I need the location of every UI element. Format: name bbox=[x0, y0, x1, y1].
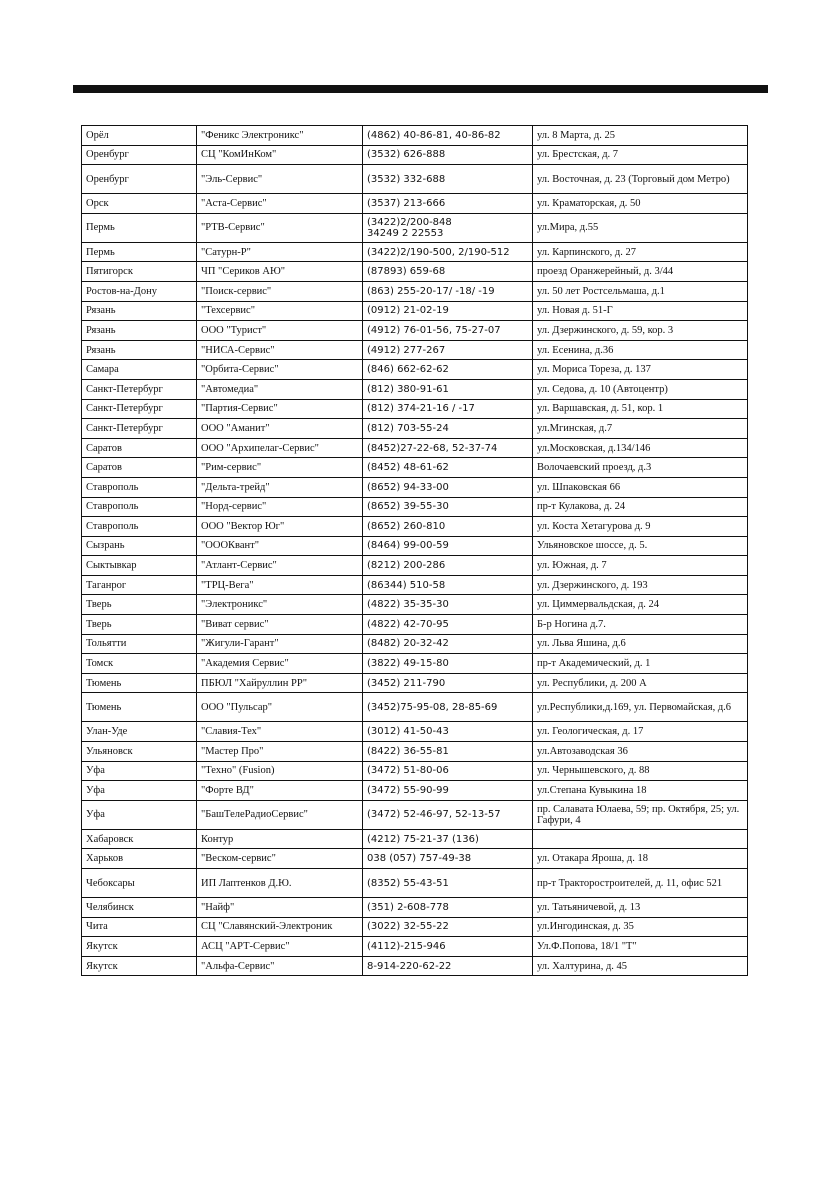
company-cell: "Партия-Сервис" bbox=[197, 399, 363, 419]
company-cell: "НИСА-Сервис" bbox=[197, 340, 363, 360]
table-row bbox=[82, 917, 748, 937]
address-cell: ул. Мориса Тореза, д. 137 bbox=[533, 360, 748, 380]
city-cell: Санкт-Петербург bbox=[82, 399, 197, 419]
phone-cell: (863) 255-20-17/ -18/ -19 bbox=[363, 281, 533, 301]
city-cell: Чита bbox=[82, 917, 197, 937]
company-cell: "Техно" (Fusion) bbox=[197, 761, 363, 781]
phone-cell: (86344) 510-58 bbox=[363, 575, 533, 595]
city-cell: Тюмень bbox=[82, 693, 197, 722]
city-cell: Уфа bbox=[82, 800, 197, 829]
company-cell: ООО "Аманит" bbox=[197, 419, 363, 439]
table-row bbox=[82, 722, 748, 742]
phone-cell: (8452)27-22-68, 52-37-74 bbox=[363, 438, 533, 458]
company-cell: "РТВ-Сервис" bbox=[197, 213, 363, 242]
address-cell: ул. Циммервальдская, д. 24 bbox=[533, 595, 748, 615]
city-cell: Орск bbox=[82, 194, 197, 214]
address-cell: ул. Краматорская, д. 50 bbox=[533, 194, 748, 214]
city-cell: Самара bbox=[82, 360, 197, 380]
phone-cell: 8-914-220-62-22 bbox=[363, 956, 533, 976]
company-cell: "ОООКвант" bbox=[197, 536, 363, 556]
city-cell: Оренбург bbox=[82, 165, 197, 194]
phone-cell: (3422)2/200-848 34249 2 22553 bbox=[363, 213, 533, 242]
company-cell: "Поиск-сервис" bbox=[197, 281, 363, 301]
service-centers-table bbox=[81, 125, 748, 976]
phone-cell: (87893) 659-68 bbox=[363, 262, 533, 282]
table-row bbox=[82, 360, 748, 380]
phone-cell: (8352) 55-43-51 bbox=[363, 869, 533, 898]
company-cell: "Дельта-трейд" bbox=[197, 477, 363, 497]
address-cell: Ул.Ф.Попова, 18/1 "Т" bbox=[533, 937, 748, 957]
address-cell: ул. Шпаковская 66 bbox=[533, 477, 748, 497]
table-row bbox=[82, 145, 748, 165]
company-cell: "Техсервис" bbox=[197, 301, 363, 321]
city-cell: Тверь bbox=[82, 615, 197, 635]
city-cell: Тверь bbox=[82, 595, 197, 615]
table-row bbox=[82, 497, 748, 517]
city-cell: Тольятти bbox=[82, 634, 197, 654]
address-cell: ул. Халтурина, д. 45 bbox=[533, 956, 748, 976]
phone-cell: (3537) 213-666 bbox=[363, 194, 533, 214]
company-cell: "Феникс Электроникс" bbox=[197, 126, 363, 146]
company-cell: ООО "Вектор Юг" bbox=[197, 517, 363, 537]
phone-cell: (3452)75-95-08, 28-85-69 bbox=[363, 693, 533, 722]
phone-cell: (8464) 99-00-59 bbox=[363, 536, 533, 556]
city-cell: Ставрополь bbox=[82, 477, 197, 497]
city-cell: Пятигорск bbox=[82, 262, 197, 282]
phone-cell: 038 (057) 757-49-38 bbox=[363, 849, 533, 869]
phone-cell: (351) 2-608-778 bbox=[363, 898, 533, 918]
city-cell: Уфа bbox=[82, 761, 197, 781]
company-cell: "Жигули-Гарант" bbox=[197, 634, 363, 654]
phone-cell: (8452) 48-61-62 bbox=[363, 458, 533, 478]
phone-cell: (4822) 42-70-95 bbox=[363, 615, 533, 635]
table-row bbox=[82, 615, 748, 635]
company-cell: "Аста-Сервис" bbox=[197, 194, 363, 214]
city-cell: Сыктывкар bbox=[82, 556, 197, 576]
address-cell: ул. Дзержинского, д. 193 bbox=[533, 575, 748, 595]
company-cell: "Атлант-Сервис" bbox=[197, 556, 363, 576]
table-row bbox=[82, 634, 748, 654]
address-cell: ул. Есенина, д.36 bbox=[533, 340, 748, 360]
address-cell: ул. Геологическая, д. 17 bbox=[533, 722, 748, 742]
phone-cell: (3452) 211-790 bbox=[363, 673, 533, 693]
address-cell: ул. Отакара Яроша, д. 18 bbox=[533, 849, 748, 869]
phone-cell: (8422) 36-55-81 bbox=[363, 742, 533, 762]
phone-cell: (3422)2/190-500, 2/190-512 bbox=[363, 242, 533, 262]
table-row bbox=[82, 477, 748, 497]
table-row bbox=[82, 438, 748, 458]
company-cell: ЧП "Сериков АЮ" bbox=[197, 262, 363, 282]
address-cell: ул.Республики,д.169, ул. Первомайская, д.6 bbox=[533, 693, 748, 722]
company-cell: "Мастер Про" bbox=[197, 742, 363, 762]
table-row bbox=[82, 556, 748, 576]
city-cell: Хабаровск bbox=[82, 829, 197, 849]
table-row bbox=[82, 781, 748, 801]
city-cell: Якутск bbox=[82, 937, 197, 957]
address-cell: ул.Автозаводская 36 bbox=[533, 742, 748, 762]
city-cell: Уфа bbox=[82, 781, 197, 801]
table-row bbox=[82, 956, 748, 976]
city-cell: Харьков bbox=[82, 849, 197, 869]
address-cell: Волочаевский проезд, д.3 bbox=[533, 458, 748, 478]
city-cell: Рязань bbox=[82, 321, 197, 341]
city-cell: Сызрань bbox=[82, 536, 197, 556]
company-cell: "Электроникс" bbox=[197, 595, 363, 615]
address-cell: ул. Новая д. 51-Г bbox=[533, 301, 748, 321]
phone-cell: (4112)-215-946 bbox=[363, 937, 533, 957]
table-row bbox=[82, 194, 748, 214]
table-row bbox=[82, 536, 748, 556]
city-cell: Пермь bbox=[82, 213, 197, 242]
address-cell: ул. Седова, д. 10 (Автоцентр) bbox=[533, 379, 748, 399]
city-cell: Санкт-Петербург bbox=[82, 419, 197, 439]
table-row bbox=[82, 301, 748, 321]
table-row bbox=[82, 937, 748, 957]
address-cell: ул. 50 лет Ростсельмаша, д.1 bbox=[533, 281, 748, 301]
address-cell: ул. Коста Хетагурова д. 9 bbox=[533, 517, 748, 537]
company-cell: ПБЮЛ "Хайруллин РР" bbox=[197, 673, 363, 693]
phone-cell: (8482) 20-32-42 bbox=[363, 634, 533, 654]
address-cell: ул. 8 Марта, д. 25 bbox=[533, 126, 748, 146]
phone-cell: (3012) 41-50-43 bbox=[363, 722, 533, 742]
table-row bbox=[82, 126, 748, 146]
address-cell: ул. Дзержинского, д. 59, кор. 3 bbox=[533, 321, 748, 341]
company-cell: ООО "Пульсар" bbox=[197, 693, 363, 722]
phone-cell: (4212) 75-21-37 (136) bbox=[363, 829, 533, 849]
phone-cell: (3472) 51-80-06 bbox=[363, 761, 533, 781]
phone-cell: (4822) 35-35-30 bbox=[363, 595, 533, 615]
phone-cell: (4912) 277-267 bbox=[363, 340, 533, 360]
address-cell: проезд Оранжерейный, д. 3/44 bbox=[533, 262, 748, 282]
table-row bbox=[82, 242, 748, 262]
phone-cell: (3822) 49-15-80 bbox=[363, 654, 533, 674]
address-cell: ул. Варшавская, д. 51, кор. 1 bbox=[533, 399, 748, 419]
table-row bbox=[82, 654, 748, 674]
company-cell: "Академия Сервис" bbox=[197, 654, 363, 674]
table-row bbox=[82, 595, 748, 615]
city-cell: Ростов-на-Дону bbox=[82, 281, 197, 301]
phone-cell: (3472) 52-46-97, 52-13-57 bbox=[363, 800, 533, 829]
address-cell: ул.Мгинская, д.7 bbox=[533, 419, 748, 439]
top-rule bbox=[73, 85, 768, 93]
phone-cell: (812) 374-21-16 / -17 bbox=[363, 399, 533, 419]
address-cell: ул.Ингодинская, д. 35 bbox=[533, 917, 748, 937]
company-cell: "Найф" bbox=[197, 898, 363, 918]
table-row bbox=[82, 262, 748, 282]
address-cell: Ульяновское шоссе, д. 5. bbox=[533, 536, 748, 556]
company-cell: СЦ "Славянский-Электроник bbox=[197, 917, 363, 937]
table-row bbox=[82, 281, 748, 301]
table-row bbox=[82, 165, 748, 194]
table-row bbox=[82, 673, 748, 693]
address-cell: ул. Татьяничевой, д. 13 bbox=[533, 898, 748, 918]
phone-cell: (8652) 39-55-30 bbox=[363, 497, 533, 517]
address-cell: ул. Южная, д. 7 bbox=[533, 556, 748, 576]
address-cell: пр-т Тракторостроителей, д. 11, офис 521 bbox=[533, 869, 748, 898]
table-row bbox=[82, 399, 748, 419]
phone-cell: (0912) 21-02-19 bbox=[363, 301, 533, 321]
company-cell: ООО "Турист" bbox=[197, 321, 363, 341]
city-cell: Рязань bbox=[82, 301, 197, 321]
company-cell: "ТРЦ-Вега" bbox=[197, 575, 363, 595]
company-cell: "Эль-Сервис" bbox=[197, 165, 363, 194]
city-cell: Саратов bbox=[82, 438, 197, 458]
city-cell: Орёл bbox=[82, 126, 197, 146]
table-row bbox=[82, 898, 748, 918]
table-row bbox=[82, 761, 748, 781]
city-cell: Ставрополь bbox=[82, 497, 197, 517]
company-cell: "БашТелеРадиоСервис" bbox=[197, 800, 363, 829]
company-cell: "Славия-Тех" bbox=[197, 722, 363, 742]
company-cell: "Орбита-Сервис" bbox=[197, 360, 363, 380]
address-cell: пр-т Кулакова, д. 24 bbox=[533, 497, 748, 517]
city-cell: Оренбург bbox=[82, 145, 197, 165]
table-row bbox=[82, 321, 748, 341]
address-cell: ул. Брестская, д. 7 bbox=[533, 145, 748, 165]
city-cell: Челябинск bbox=[82, 898, 197, 918]
company-cell: СЦ "КомИнКом" bbox=[197, 145, 363, 165]
phone-cell: (8652) 260-810 bbox=[363, 517, 533, 537]
city-cell: Санкт-Петербург bbox=[82, 379, 197, 399]
company-cell: "Веском-сервис" bbox=[197, 849, 363, 869]
table-row bbox=[82, 379, 748, 399]
phone-cell: (3532) 626-888 bbox=[363, 145, 533, 165]
table-row bbox=[82, 517, 748, 537]
company-cell: "Норд-сервис" bbox=[197, 497, 363, 517]
phone-cell: (812) 703-55-24 bbox=[363, 419, 533, 439]
address-cell: ул. Республики, д. 200 А bbox=[533, 673, 748, 693]
address-cell: пр-т Академический, д. 1 bbox=[533, 654, 748, 674]
company-cell: ООО "Архипелаг-Сервис" bbox=[197, 438, 363, 458]
phone-cell: (3472) 55-90-99 bbox=[363, 781, 533, 801]
company-cell: Контур bbox=[197, 829, 363, 849]
address-cell: пр. Салавата Юлаева, 59; пр. Октября, 25; ул. Гафури, 4 bbox=[533, 800, 748, 829]
address-cell: ул. Восточная, д. 23 (Торговый дом Метро) bbox=[533, 165, 748, 194]
city-cell: Ульяновск bbox=[82, 742, 197, 762]
company-cell: ИП Лаптенков Д.Ю. bbox=[197, 869, 363, 898]
phone-cell: (3532) 332-688 bbox=[363, 165, 533, 194]
phone-cell: (846) 662-62-62 bbox=[363, 360, 533, 380]
company-cell: "Автомедиа" bbox=[197, 379, 363, 399]
phone-cell: (4862) 40-86-81, 40-86-82 bbox=[363, 126, 533, 146]
company-cell: "Рим-сервис" bbox=[197, 458, 363, 478]
table-row bbox=[82, 458, 748, 478]
address-cell: ул.Московская, д.134/146 bbox=[533, 438, 748, 458]
city-cell: Томск bbox=[82, 654, 197, 674]
company-cell: АСЦ "АРТ-Сервис" bbox=[197, 937, 363, 957]
city-cell: Ставрополь bbox=[82, 517, 197, 537]
table-row bbox=[82, 693, 748, 722]
table-row bbox=[82, 869, 748, 898]
company-cell: "Сатурн-Р" bbox=[197, 242, 363, 262]
company-cell: "Форте ВД" bbox=[197, 781, 363, 801]
phone-cell: (4912) 76-01-56, 75-27-07 bbox=[363, 321, 533, 341]
address-cell: ул.Степана Кувыкина 18 bbox=[533, 781, 748, 801]
address-cell: Б-р Ногина д.7. bbox=[533, 615, 748, 635]
address-cell: ул. Льва Яшина, д.6 bbox=[533, 634, 748, 654]
phone-cell: (8652) 94-33-00 bbox=[363, 477, 533, 497]
address-cell: ул. Карпинского, д. 27 bbox=[533, 242, 748, 262]
table-row bbox=[82, 213, 748, 242]
company-cell: "Альфа-Сервис" bbox=[197, 956, 363, 976]
table-row bbox=[82, 742, 748, 762]
table-row bbox=[82, 800, 748, 829]
city-cell: Саратов bbox=[82, 458, 197, 478]
city-cell: Якутск bbox=[82, 956, 197, 976]
table-row bbox=[82, 340, 748, 360]
table-row bbox=[82, 849, 748, 869]
phone-cell: (8212) 200-286 bbox=[363, 556, 533, 576]
city-cell: Чебоксары bbox=[82, 869, 197, 898]
city-cell: Улан-Уде bbox=[82, 722, 197, 742]
address-cell bbox=[533, 829, 748, 849]
city-cell: Таганрог bbox=[82, 575, 197, 595]
table-row bbox=[82, 575, 748, 595]
company-cell: "Виват сервис" bbox=[197, 615, 363, 635]
city-cell: Пермь bbox=[82, 242, 197, 262]
address-cell: ул. Чернышевского, д. 88 bbox=[533, 761, 748, 781]
table-row bbox=[82, 829, 748, 849]
city-cell: Рязань bbox=[82, 340, 197, 360]
phone-cell: (812) 380-91-61 bbox=[363, 379, 533, 399]
table-row bbox=[82, 419, 748, 439]
city-cell: Тюмень bbox=[82, 673, 197, 693]
address-cell: ул.Мира, д.55 bbox=[533, 213, 748, 242]
phone-cell: (3022) 32-55-22 bbox=[363, 917, 533, 937]
